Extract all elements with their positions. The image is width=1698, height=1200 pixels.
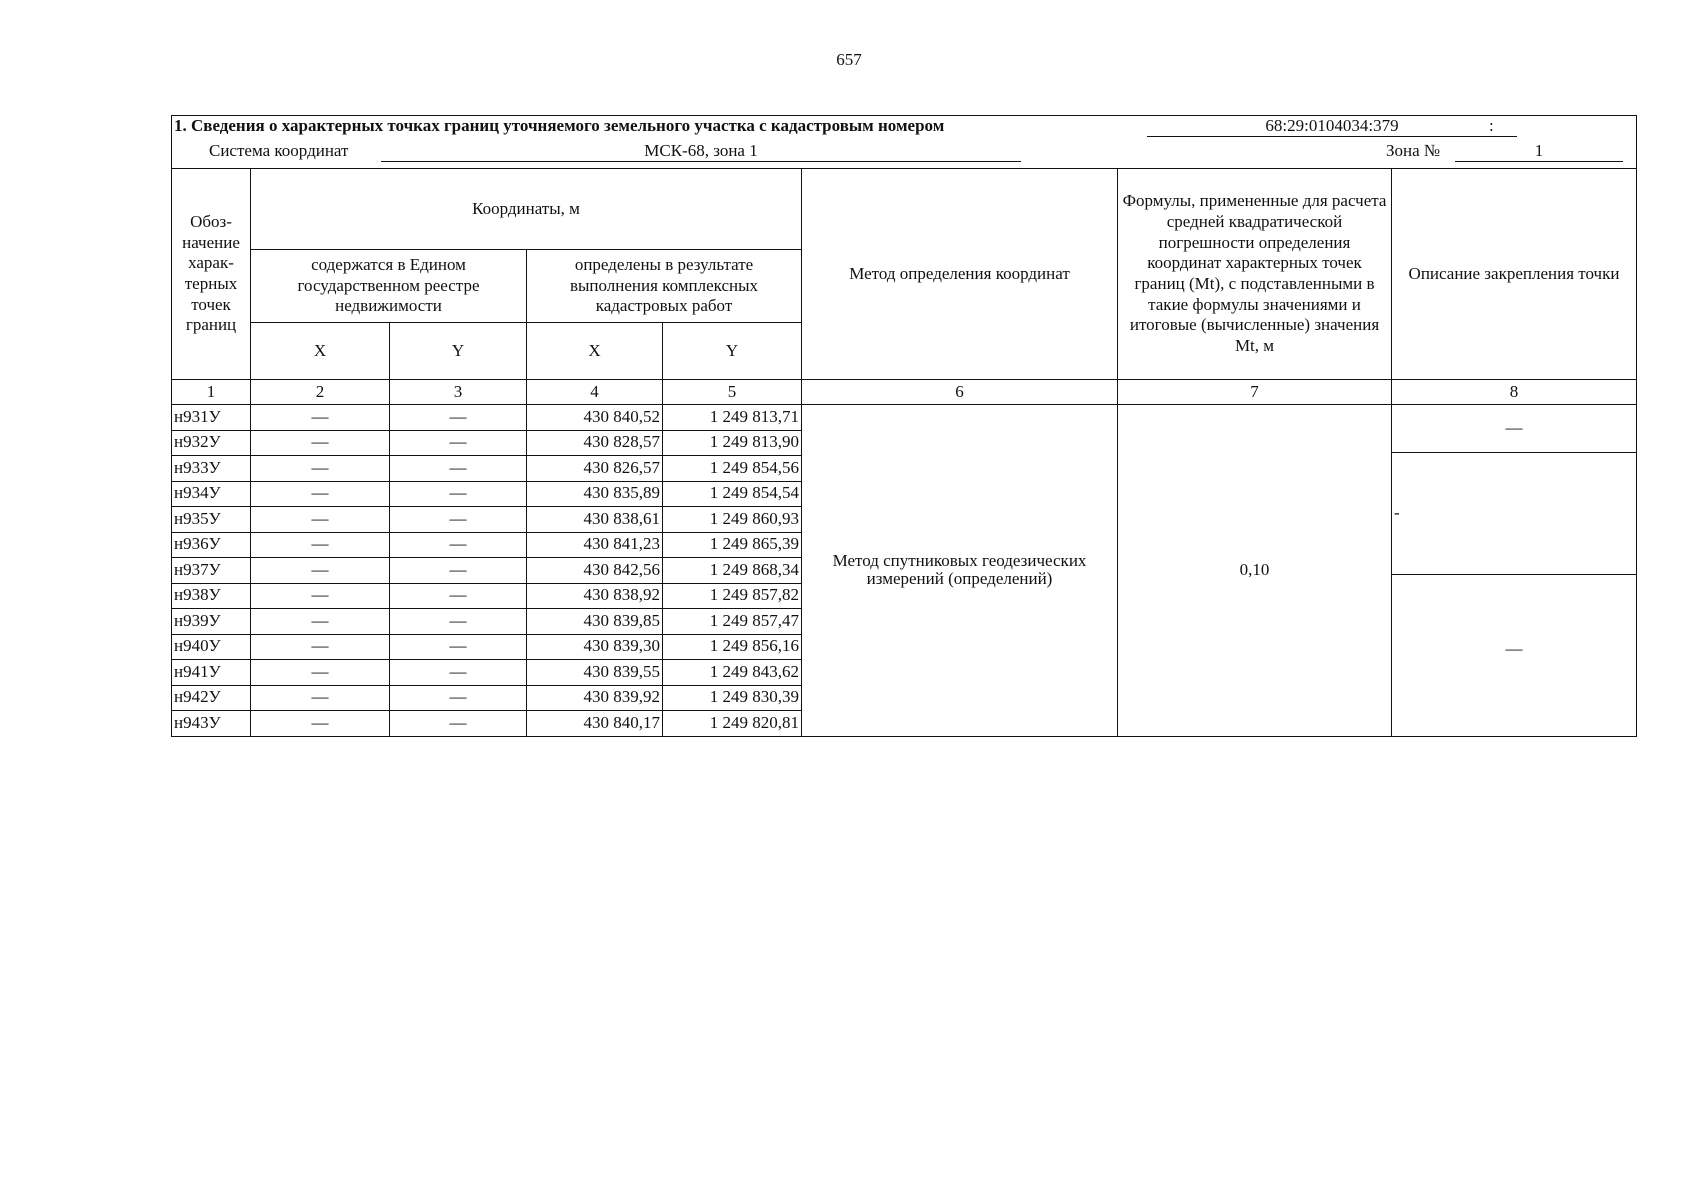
registry-y: —: [390, 430, 527, 456]
section-header: [172, 116, 1637, 169]
mt-value: 0,10: [1118, 405, 1392, 737]
registry-x: —: [251, 532, 390, 558]
column-number-row: [172, 380, 1637, 405]
point-designation: н937У: [172, 558, 251, 584]
registry-y: —: [390, 634, 527, 660]
registry-x: —: [251, 685, 390, 711]
registry-y: —: [390, 456, 527, 482]
column-number: 3: [390, 380, 527, 405]
registry-x: —: [251, 609, 390, 635]
coord-x: 430 828,57: [527, 430, 663, 456]
table-row: [172, 405, 1637, 431]
point-designation: н938У: [172, 583, 251, 609]
coord-y: 1 249 860,93: [663, 507, 802, 533]
col-coordinates: Координаты, м: [251, 169, 802, 250]
column-number: 4: [527, 380, 663, 405]
col-det-y: Y: [663, 323, 802, 380]
point-designation: н935У: [172, 507, 251, 533]
coord-y: 1 249 857,82: [663, 583, 802, 609]
registry-y: —: [390, 711, 527, 737]
coord-x: 430 838,92: [527, 583, 663, 609]
registry-y: —: [390, 660, 527, 686]
point-designation: н932У: [172, 430, 251, 456]
coord-y: 1 249 854,56: [663, 456, 802, 482]
coord-x: 430 839,85: [527, 609, 663, 635]
column-number: 6: [802, 380, 1118, 405]
registry-x: —: [251, 583, 390, 609]
coord-y: 1 249 857,47: [663, 609, 802, 635]
fixation-value: —: [1392, 405, 1636, 453]
point-designation: н936У: [172, 532, 251, 558]
method-value: Метод спутниковых геодезических измерений (определений): [802, 405, 1118, 737]
section-title: 1. Сведения о характерных точках границ уточняемого земельного участка с кадастровым номером: [174, 116, 945, 135]
column-number: 2: [251, 380, 390, 405]
coord-x: 430 838,61: [527, 507, 663, 533]
coord-y: 1 249 868,34: [663, 558, 802, 584]
registry-x: —: [251, 711, 390, 737]
registry-x: —: [251, 456, 390, 482]
coord-y: 1 249 813,71: [663, 405, 802, 431]
column-number: 7: [1118, 380, 1392, 405]
registry-y: —: [390, 609, 527, 635]
registry-y: —: [390, 405, 527, 431]
coord-y: 1 249 856,16: [663, 634, 802, 660]
col-reg-y: Y: [390, 323, 527, 380]
fixation-value: —: [1505, 638, 1523, 658]
coord-x: 430 840,17: [527, 711, 663, 737]
fixation-value: -: [1392, 453, 1636, 575]
point-designation: н942У: [172, 685, 251, 711]
registry-y: —: [390, 558, 527, 584]
registry-x: —: [251, 481, 390, 507]
zone-label: Зона №: [1386, 141, 1441, 160]
page-number: 657: [836, 50, 862, 69]
registry-y: —: [390, 532, 527, 558]
registry-x: —: [251, 634, 390, 660]
coord-y: 1 249 843,62: [663, 660, 802, 686]
registry-y: —: [390, 481, 527, 507]
column-number: 8: [1392, 380, 1637, 405]
coord-y: 1 249 854,54: [663, 481, 802, 507]
zone-value: 1: [1455, 142, 1623, 162]
cadastral-colon: :: [1489, 116, 1494, 135]
registry-x: —: [251, 405, 390, 431]
coord-y: 1 249 820,81: [663, 711, 802, 737]
point-designation: н931У: [172, 405, 251, 431]
registry-x: —: [251, 558, 390, 584]
coord-x: 430 835,89: [527, 481, 663, 507]
col-determined: определены в результате выполнения комплексных кадастровых работ: [527, 250, 802, 323]
coord-x: 430 841,23: [527, 532, 663, 558]
column-number: 5: [663, 380, 802, 405]
column-number: 1: [172, 380, 251, 405]
coord-x: 430 839,55: [527, 660, 663, 686]
coord-x: 430 842,56: [527, 558, 663, 584]
col-formulas: Формулы, примененные для расчета средней квадратической погрешности определения координат характерных точек границ (Mt), с подставленными в такие формулы значениями и итоговые (вычисленные) значения Mt, м: [1118, 169, 1392, 380]
coord-x: 430 840,52: [527, 405, 663, 431]
registry-x: —: [251, 507, 390, 533]
coord-y: 1 249 865,39: [663, 532, 802, 558]
coord-y: 1 249 813,90: [663, 430, 802, 456]
point-designation: н940У: [172, 634, 251, 660]
point-designation: н939У: [172, 609, 251, 635]
registry-y: —: [390, 583, 527, 609]
coord-x: 430 839,92: [527, 685, 663, 711]
point-designation: н933У: [172, 456, 251, 482]
boundary-points-table: [171, 115, 1637, 737]
registry-y: —: [390, 685, 527, 711]
col-fixation: Описание закрепления точки: [1392, 169, 1637, 380]
registry-x: —: [251, 430, 390, 456]
registry-y: —: [390, 507, 527, 533]
coord-x: 430 826,57: [527, 456, 663, 482]
col-reg-x: X: [251, 323, 390, 380]
coord-x: 430 839,30: [527, 634, 663, 660]
col-method: Метод определения координат: [802, 169, 1118, 380]
fixation-column: [1392, 405, 1637, 737]
point-designation: н943У: [172, 711, 251, 737]
coord-system-value: МСК-68, зона 1: [381, 142, 1021, 162]
coord-y: 1 249 830,39: [663, 685, 802, 711]
point-designation: н941У: [172, 660, 251, 686]
point-designation: н934У: [172, 481, 251, 507]
registry-x: —: [251, 660, 390, 686]
col-point-designation: Обоз-начение харак-терных точек границ: [172, 169, 251, 380]
coord-system-label: Система координат: [209, 141, 349, 160]
col-det-x: X: [527, 323, 663, 380]
col-in-registry: содержатся в Едином государственном реестре недвижимости: [251, 250, 527, 323]
cadastral-number: 68:29:0104034:379: [1147, 117, 1517, 137]
